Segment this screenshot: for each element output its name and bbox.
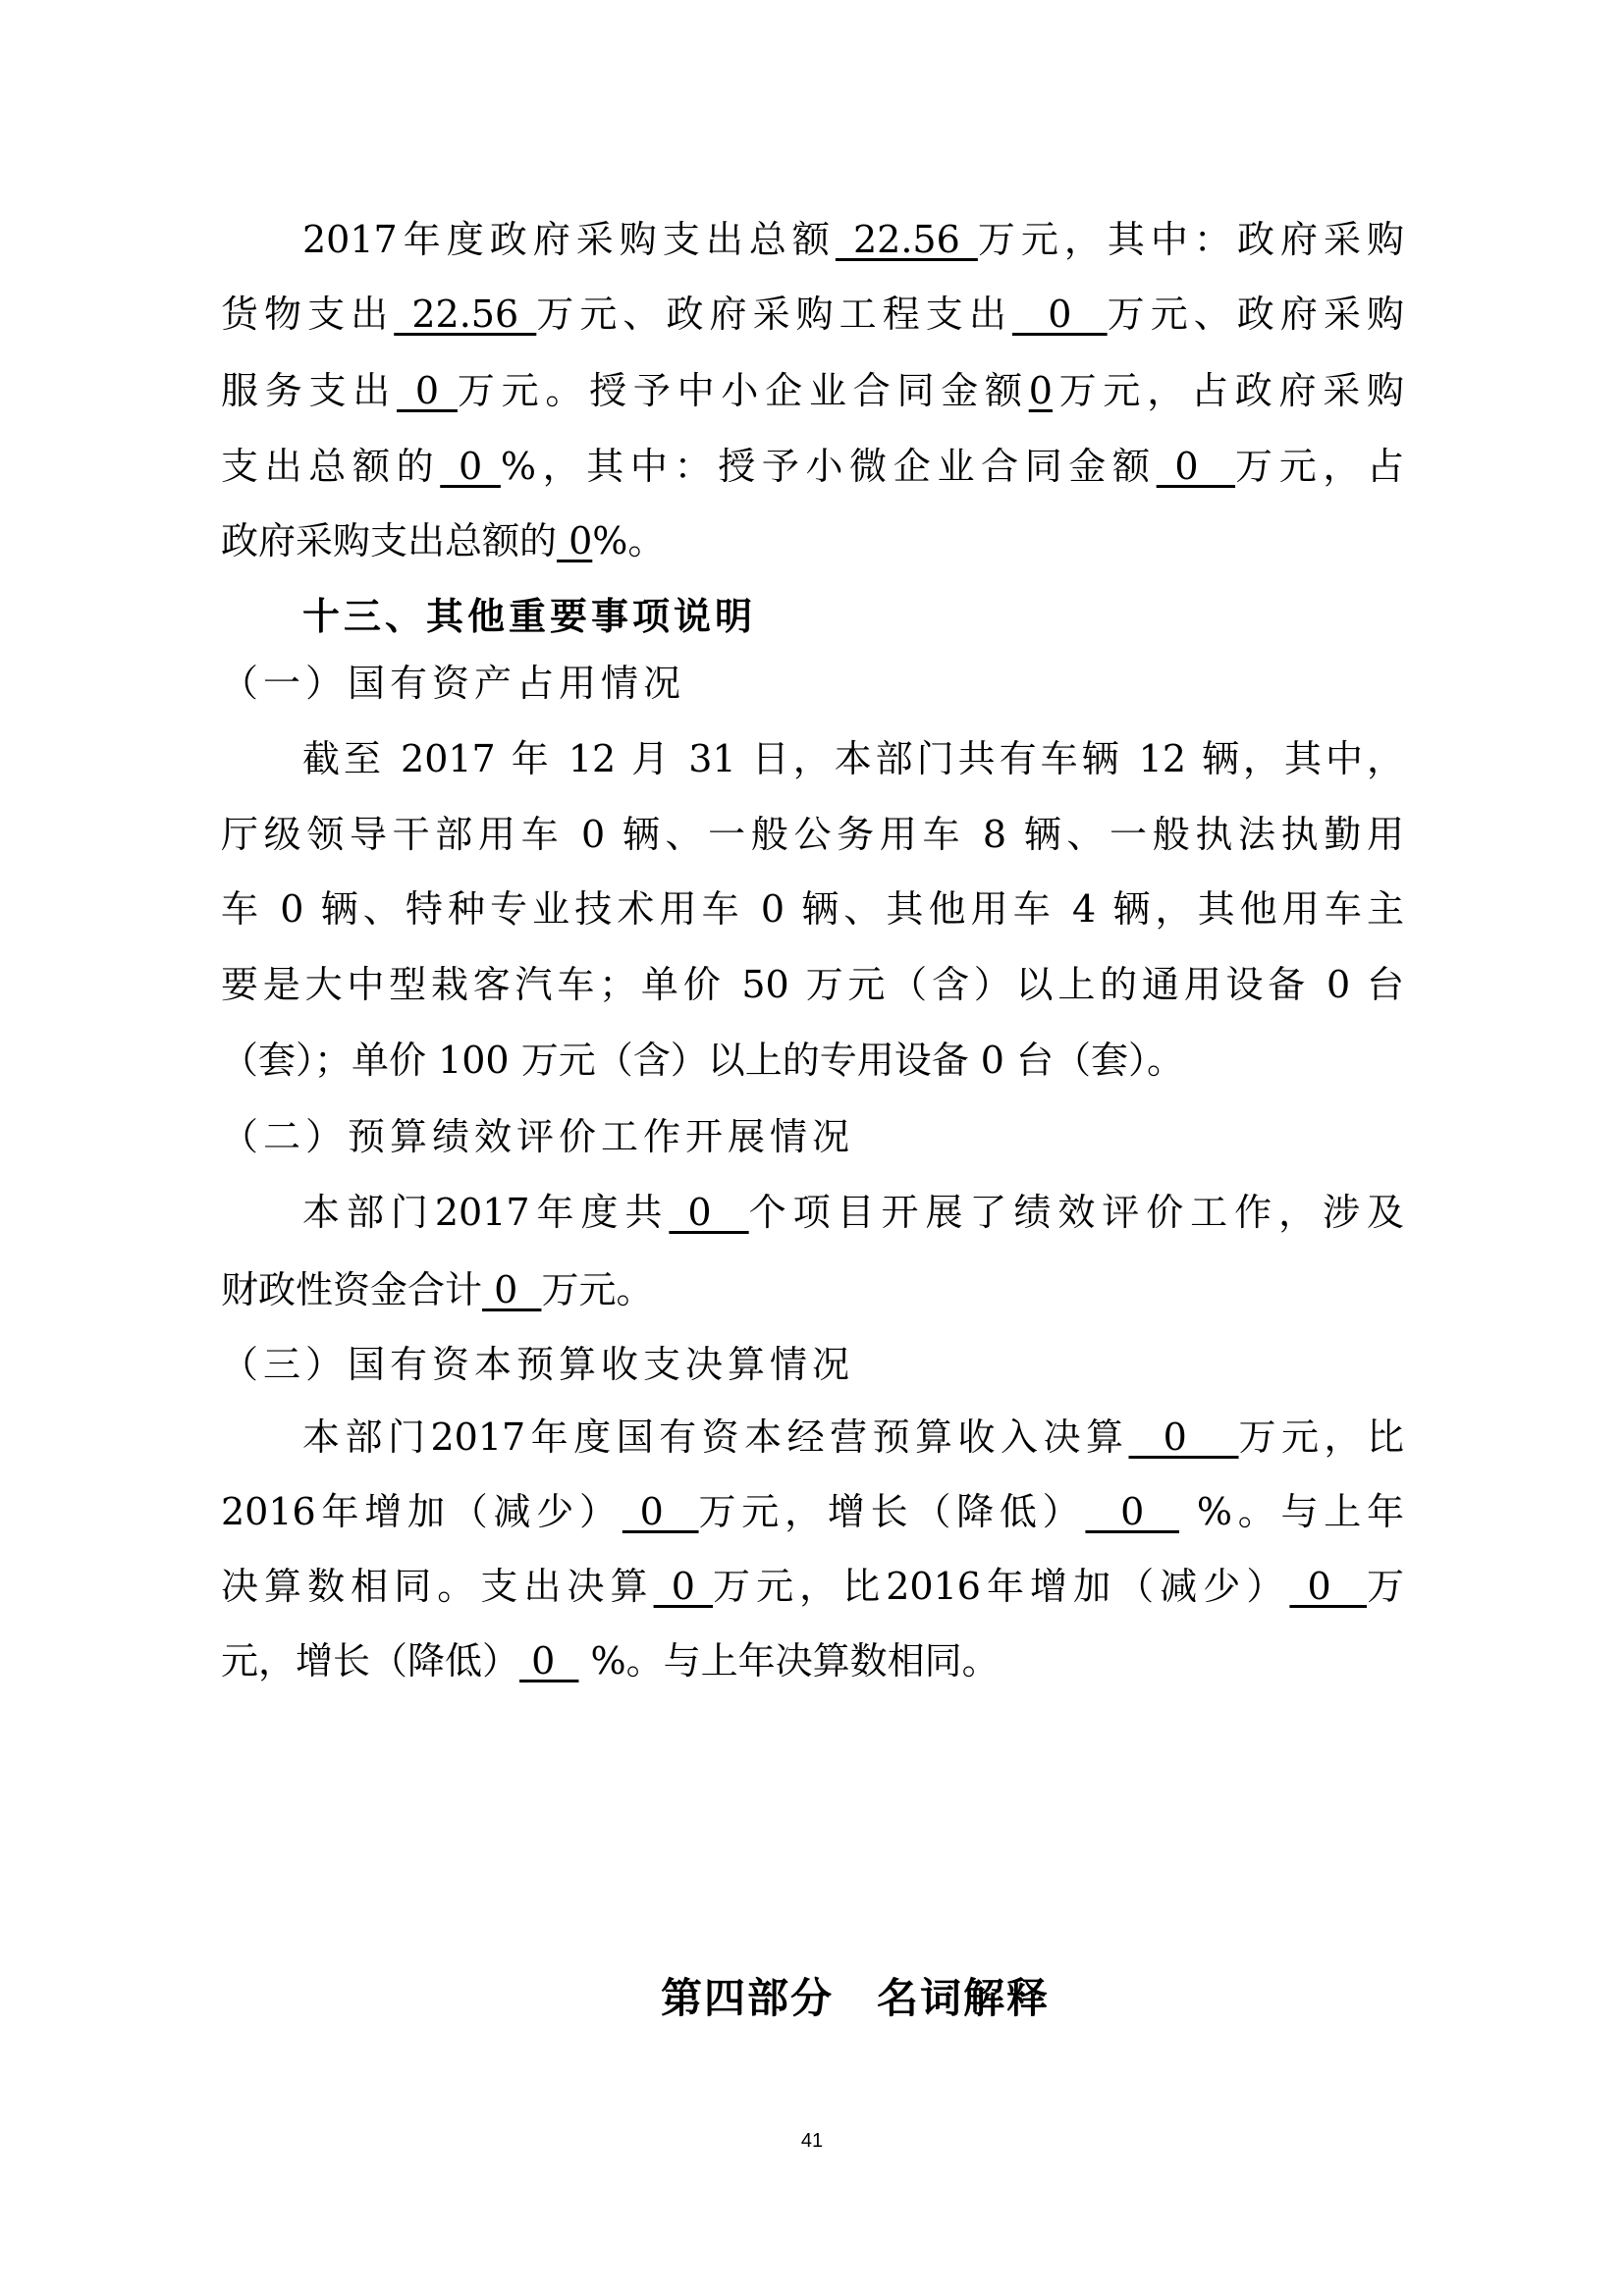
text: 万元。 [541,1268,654,1311]
services-value: 0 [397,369,458,412]
text: 本部门2017年度共 [302,1191,670,1234]
sme-share-value: 0 [440,445,501,488]
page-number: 41 [800,2130,824,2152]
text-line [221,439,1404,494]
text: 万元，占 [1235,445,1404,488]
text: 万元、政府采购 [1107,293,1404,336]
text-line [221,1559,1404,1614]
text-line [221,1262,1404,1317]
text: 万元、政府采购工程支出 [536,293,1012,336]
text: 决算数相同。支出决算 [221,1565,654,1608]
expenditure-change-value: 0 [1289,1565,1367,1608]
text: 货物支出 [221,293,395,336]
text: 万元，增长（降低） [698,1490,1086,1533]
text: %。与上年 [1179,1490,1405,1533]
text: 万 [1366,1565,1404,1608]
micro-contract-value: 0 [1156,445,1236,488]
expenditure-change-pct: 0 [519,1639,579,1682]
subsection-heading-performance: （二）预算绩效评价工作开展情况 [221,1115,855,1158]
text: 政府采购支出总额的 [221,519,558,562]
text: 万元，其中：政府采购 [977,218,1404,261]
text-line [221,1633,1404,1688]
expenditure-value: 0 [653,1565,714,1608]
fiscal-funds-value: 0 [482,1268,542,1311]
section-heading: 十三、其他重要事项说明 [302,595,757,638]
text-line: 车 0 辆、特种专业技术用车 0 辆、其他用车 4 辆，其他用车主 [221,887,1404,931]
text-line [302,212,1404,267]
text: 万元，占政府采购 [1052,369,1404,412]
text: 2016年增加（减少） [221,1490,623,1533]
income-change-value: 0 [622,1490,699,1533]
text-line [302,1410,1404,1465]
works-value: 0 [1011,293,1108,336]
project-count-value: 0 [669,1191,749,1234]
text-line: 厅级领导干部用车 0 辆、一般公务用车 8 辆、一般执法执勤用 [221,813,1404,856]
text-line: （套）；单价 100 万元（含）以上的专用设备 0 台（套）。 [221,1039,1185,1082]
goods-value: 22.56 [394,293,537,336]
text: %。与上年决算数相同。 [578,1639,1000,1682]
text: 元，增长（降低） [221,1639,520,1682]
text: 本部门2017年度国有资本经营预算收入决算 [302,1415,1129,1459]
text-line [302,1185,1404,1240]
total-procurement-value: 22.56 [835,218,978,261]
text: %。 [592,519,666,562]
text: 财政性资金合计 [221,1268,483,1311]
part-title: 第四部分 名词解释 [660,1974,1050,2022]
text: 支出总额的 [221,445,441,488]
capital-income-value: 0 [1128,1415,1239,1459]
text: 万元。授予中小企业合同金额 [457,369,1029,412]
sme-contract-value: 0 [1028,369,1053,412]
text: 万元，比2016年增加（减少） [713,1565,1290,1608]
text-line: 要是大中型栽客汽车；单价 50 万元（含）以上的通用设备 0 台 [221,963,1404,1006]
text-line: 截至 2017 年 12 月 31 日，本部门共有车辆 12 辆，其中， [302,737,1404,780]
subsection-heading-state-capital: （三）国有资本预算收支决算情况 [221,1343,855,1386]
subsection-heading-assets: （一）国有资产占用情况 [221,662,686,705]
text: 服务支出 [221,369,398,412]
text: %，其中：授予小微企业合同金额 [500,445,1157,488]
text: 个项目开展了绩效评价工作，涉及 [748,1191,1404,1234]
income-change-pct: 0 [1085,1490,1179,1533]
text-line [221,1484,1404,1539]
text: 万元，比 [1238,1415,1404,1459]
text-line [221,513,1404,568]
text-line [221,287,1404,342]
micro-share-value: 0 [557,519,593,562]
text: 2017年度政府采购支出总额 [302,218,836,261]
text-line [221,363,1404,418]
